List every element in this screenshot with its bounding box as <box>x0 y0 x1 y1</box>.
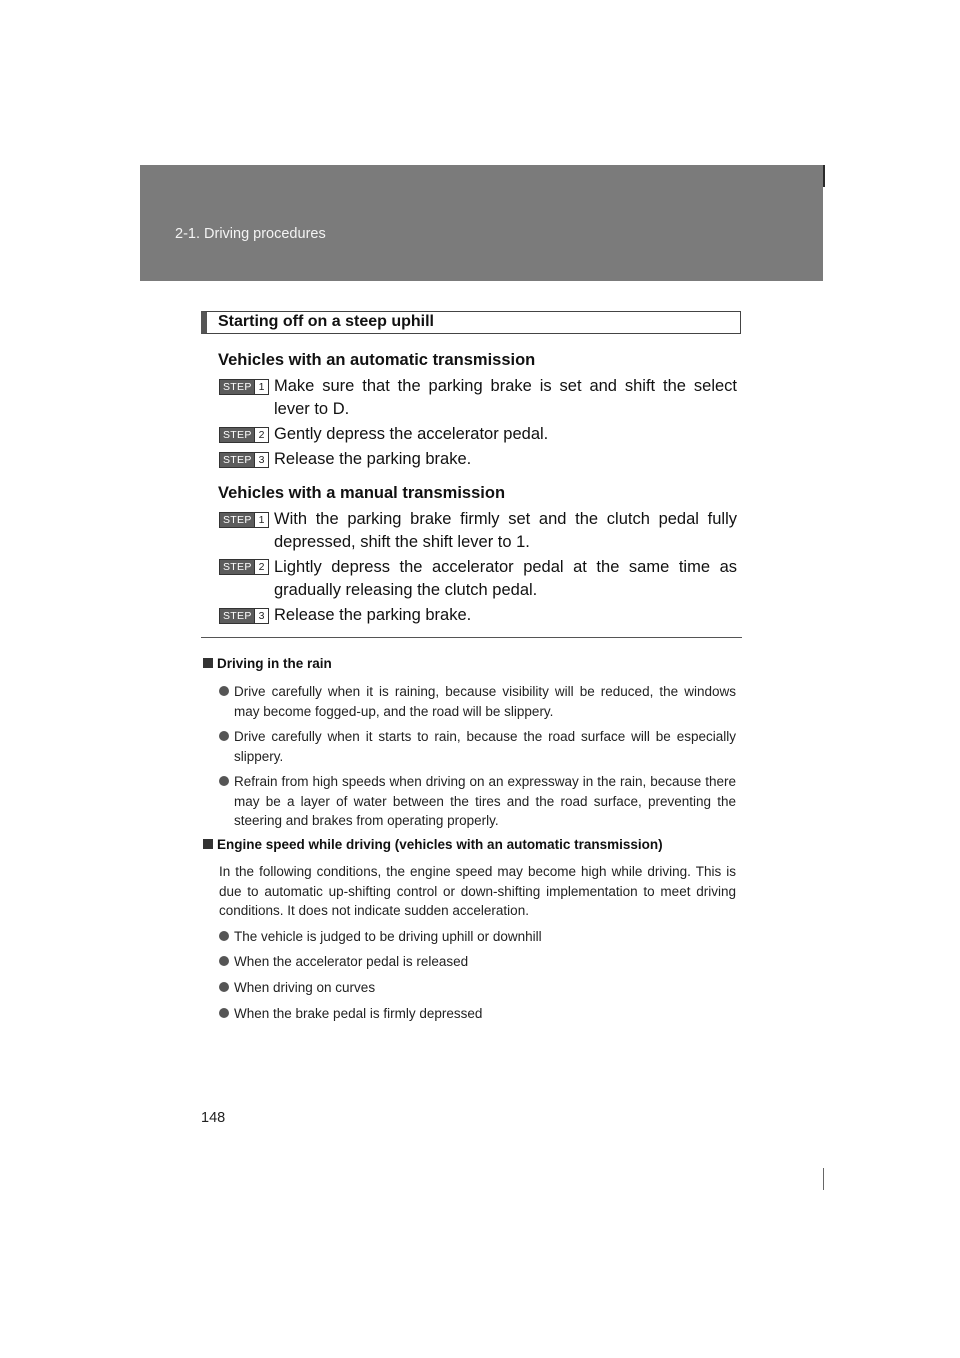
list-item <box>219 772 736 831</box>
list-item-text: Drive carefully when it starts to rain, because the road surface will be especially slippery. <box>234 729 736 764</box>
step-badge-label: STEP <box>223 381 252 393</box>
list-item <box>219 952 736 972</box>
note-heading-engine <box>203 837 663 852</box>
list-item <box>219 927 736 947</box>
step-badge-number: 2 <box>254 428 268 442</box>
step-badge-label: STEP <box>223 454 252 466</box>
step-badge <box>219 379 269 395</box>
step-badge-number: 2 <box>254 560 268 574</box>
step-badge <box>219 559 269 575</box>
section-title: Starting off on a steep uphill <box>218 313 434 330</box>
step-text: With the parking brake firmly set and the clutch pedal fully depressed, shift the shift lever to 1. <box>274 510 737 551</box>
list-item-text: The vehicle is judged to be driving uphill or downhill <box>234 929 542 944</box>
manual-heading: Vehicles with a manual transmission <box>218 484 506 502</box>
square-bullet-icon <box>203 839 213 849</box>
list-item-text: Drive carefully when it is raining, because visibility will be reduced, the windows may become fogged-up, and the road will be slippery. <box>234 684 736 719</box>
step-badge-number: 1 <box>254 513 268 527</box>
note-heading-text: Driving in the rain <box>217 656 332 671</box>
circle-bullet-icon <box>219 1008 229 1018</box>
step-badge-label: STEP <box>223 514 252 526</box>
note-paragraph: In the following conditions, the engine speed may become high while driving. This is due to automatic up-shifting control or down-shifting implementation to meet driving conditions. It does not indicate sudden acceleration. <box>219 864 736 918</box>
step-badge <box>219 512 269 528</box>
page-number: 148 <box>201 1110 226 1126</box>
circle-bullet-icon <box>219 776 229 786</box>
footer-edge-mark <box>823 1168 824 1190</box>
note-heading-text: Engine speed while driving (vehicles with an automatic transmission) <box>217 837 663 852</box>
list-item-text: Refrain from high speeds when driving on an expressway in the rain, because there may be a layer of water between the tires and the road surface, preventing the steering and brakes from operating properly. <box>234 774 736 828</box>
automatic-heading: Vehicles with an automatic transmission <box>218 351 536 369</box>
list-item <box>219 1004 736 1024</box>
list-item <box>219 978 736 998</box>
step-badge-label: STEP <box>223 610 252 622</box>
step-text: Make sure that the parking brake is set and shift the select lever to D. <box>274 377 737 418</box>
circle-bullet-icon <box>219 686 229 696</box>
step-text: Lightly depress the accelerator pedal at the same time as gradually releasing the clutch pedal. <box>274 558 737 599</box>
step-badge <box>219 452 269 468</box>
circle-bullet-icon <box>219 956 229 966</box>
header-section-title: 2-1. Driving procedures <box>175 226 326 242</box>
circle-bullet-icon <box>219 982 229 992</box>
step-badge-label: STEP <box>223 561 252 573</box>
list-item-text: When the brake pedal is firmly depressed <box>234 1006 483 1021</box>
section-divider <box>201 637 742 638</box>
step-badge-number: 1 <box>254 380 268 394</box>
list-item <box>219 727 736 766</box>
header-edge-mark <box>823 165 825 187</box>
square-bullet-icon <box>203 658 213 668</box>
step-badge <box>219 608 269 624</box>
step-badge <box>219 427 269 443</box>
step-badge-number: 3 <box>254 453 268 467</box>
circle-bullet-icon <box>219 731 229 741</box>
step-text: Release the parking brake. <box>274 450 472 468</box>
step-badge-number: 3 <box>254 609 268 623</box>
note-heading-rain <box>203 656 332 671</box>
list-item <box>219 682 736 721</box>
list-item-text: When driving on curves <box>234 980 376 995</box>
circle-bullet-icon <box>219 931 229 941</box>
section-title-box <box>201 311 741 334</box>
list-item-text: When the accelerator pedal is released <box>234 954 469 969</box>
header-band <box>140 165 823 281</box>
step-badge-label: STEP <box>223 429 252 441</box>
step-text: Gently depress the accelerator pedal. <box>274 425 549 443</box>
step-text: Release the parking brake. <box>274 606 472 624</box>
